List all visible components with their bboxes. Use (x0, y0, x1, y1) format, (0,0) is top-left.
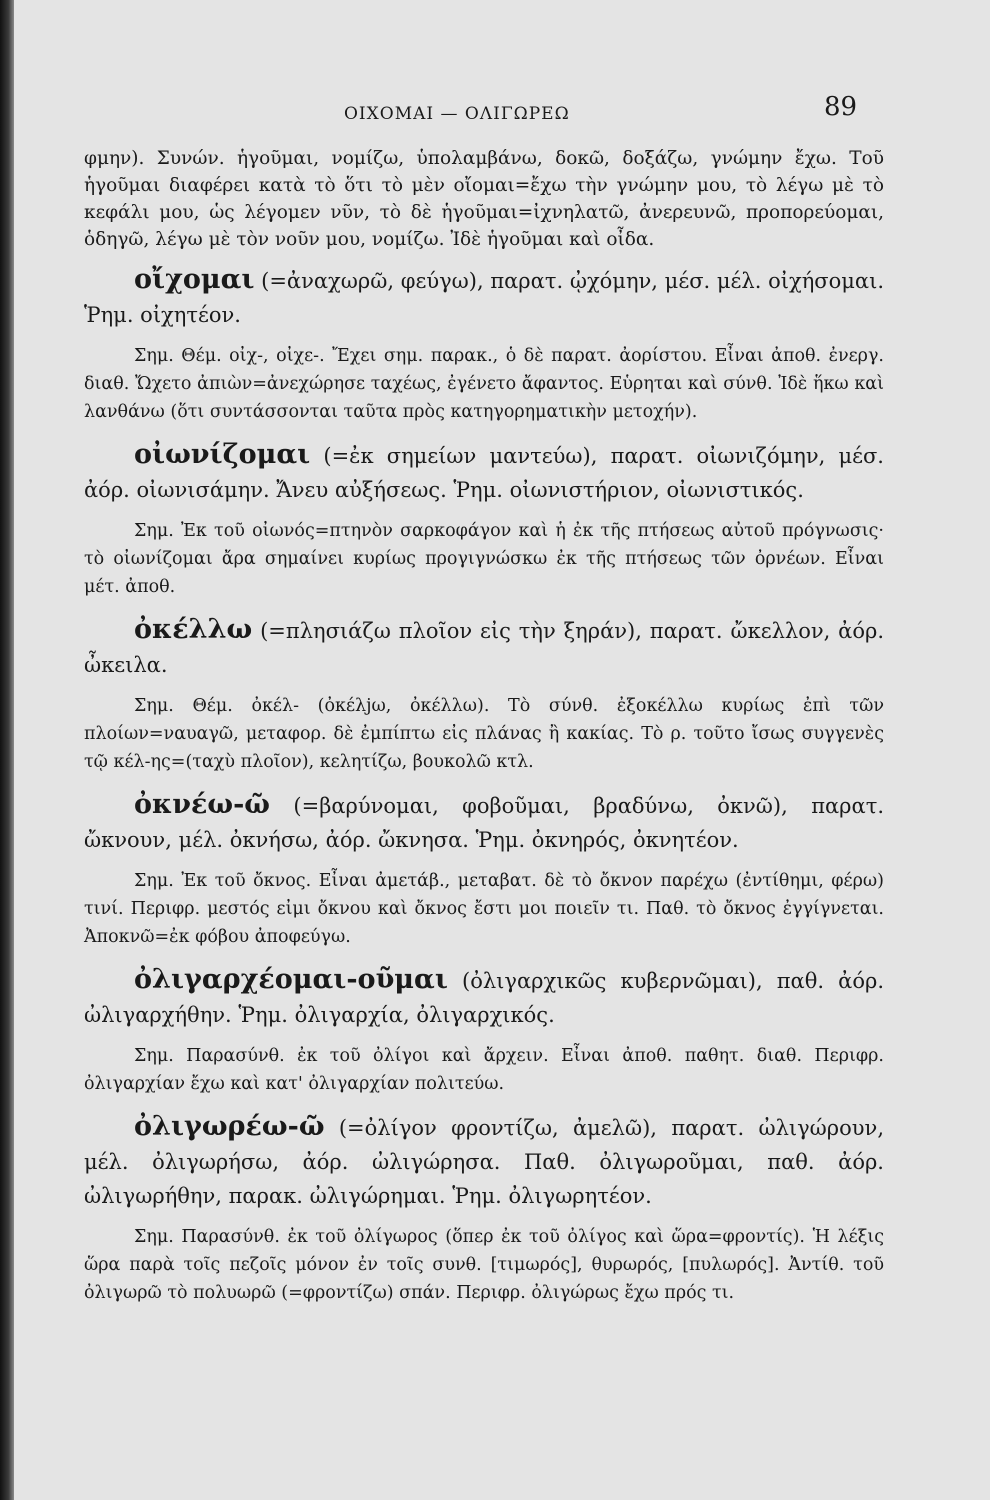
entry-note: Σημ. Ἐκ τοῦ οἰωνός=πτηνὸν σαρκοφάγον καὶ ἡ ἐκ τῆς πτήσεως αὐτοῦ πρόγνωσις· τὸ οἰωνίζομαι ἄρα σημαίνει κυρίως προγιγνώσκω ἐκ τῆς πτήσεως τῶν ὀρνέων. Εἶναι μέτ. ἀποθ. (84, 521, 884, 597)
entry-note: Σημ. Ἐκ τοῦ ὄκνος. Εἶναι ἀμετάβ., μεταβατ. δὲ τὸ ὄκνον παρέχω (ἐντίθημι, φέρω) τινί. Περιφρ. μεστός εἰμι ὄκνου καὶ ὄκνος ἔστι μοι ποιεῖν τι. Παθ. τὸ ὄκνος ἐγγίγνεται. Ἀποκνῶ=ἐκ φόβου ἀποφεύγω. (84, 871, 884, 947)
entry-definition: (=ἀναχωρῶ, φεύγω), παρατ. ᾠχόμην, μέσ. μέλ. οἰχήσομαι. Ῥημ. οἰχητέον. (84, 269, 884, 327)
headword: ὀλιγωρέω-ῶ (134, 1111, 325, 1142)
entry-definition: (=βαρύνομαι, φοβοῦμαι, βραδύνω, ὀκνῶ), παρατ. ὤκνουν, μέλ. ὀκνήσω, ἀόρ. ὤκνησα. Ῥημ. ὀκνηρός, ὀκνητέον. (84, 794, 884, 852)
entry-okneo (84, 788, 884, 857)
intro-paragraph: φμην). Συνών. ἡγοῦμαι, νομίζω, ὑπολαμβάνω, δοκῶ, δοξάζω, γνώμην ἔχω. Τοῦ ἡγοῦμαι διαφέρει κατὰ τὸ ὅτι τὸ μὲν οἴομαι=ἔχω τὴν γνώμην μου, τὸ λέγω μὲ τὸ κεφάλι μου, ὡς λέγομεν νῦν, τὸ δὲ ἡγοῦμαι=ἰχνηλατῶ, ἀνερευνῶ, προπορεύομαι, ὁδηγῶ, λέγω μὲ τὸν νοῦν μου, νομίζω. Ἰδὲ ἡγοῦμαι καὶ οἶδα. (84, 148, 884, 250)
headword: ὀκνέω-ῶ (134, 789, 271, 820)
headword: ὀλιγαρχέομαι-οῦμαι (134, 964, 448, 995)
entry-oligarcheomai (84, 963, 884, 1032)
entry-definition: (ὀλιγαρχικῶς κυβερνῶμαι), παθ. ἀόρ. ὠλιγαρχήθην. Ῥημ. ὀλιγαρχία, ὀλιγαρχικός. (84, 969, 884, 1027)
book-gutter-edge (0, 0, 14, 1500)
entry-note: Σημ. Παρασύνθ. ἐκ τοῦ ὀλίγωρος (ὅπερ ἐκ τοῦ ὀλίγος καὶ ὥρα=φροντίς). Ἡ λέξις ὥρα παρὰ τοῖς πεζοῖς μόνον ἐν τοῖς συνθ. [τιμωρός], θυρωρός, [πυλωρός]. Ἀντίθ. τοῦ ὀλιγωρῶ τὸ πολυωρῶ (=φροντίζω) σπάν. Περιφρ. ὀλιγώρως ἔχω πρός τι. (84, 1227, 884, 1303)
page-body (84, 145, 884, 1319)
entry-note: Σημ. Παρασύνθ. ἐκ τοῦ ὀλίγοι καὶ ἄρχειν. Εἶναι ἀποθ. παθητ. διαθ. Περιφρ. ὀλιγαρχίαν ἔχω καὶ κατ' ὀλιγαρχίαν πολιτεύω. (84, 1046, 884, 1094)
entry-okello (84, 613, 884, 682)
dictionary-page (14, 0, 990, 1500)
entry-definition: (=πλησιάζω πλοῖον εἰς τὴν ξηράν), παρατ. ὤκελλον, ἀόρ. ὦκειλα. (84, 619, 884, 677)
entry-note: Σημ. Θέμ. οἰχ-, οἰχε-. Ἔχει σημ. παρακ., ὁ δὲ παρατ. ἀορίστου. Εἶναι ἀποθ. ἐνεργ. διαθ. Ὤχετο ἀπιὼν=ἀνεχώρησε ταχέως, ἐγένετο ἄφαντος. Εὑρηται καὶ σύνθ. Ἰδὲ ἥκω καὶ λανθάνω (ὅτι συντάσσονται ταῦτα πρὸς κατηγορηματικὴν μετοχήν). (84, 346, 884, 422)
entry-oichomai (84, 263, 884, 332)
entry-oligoreo (84, 1110, 884, 1213)
headword: ὀκέλλω (134, 614, 253, 645)
running-head: ΟΙΧΟΜΑΙ — ΟΛΙΓΩΡΕΩ (344, 104, 570, 124)
headword: οἴχομαι (134, 264, 255, 295)
entry-oionizomai (84, 438, 884, 507)
entry-definition: (=ἐκ σημείων μαντεύω), παρατ. οἰωνιζόμην, μέσ. ἀόρ. οἰωνισάμην. Ἄνευ αὐξήσεως. Ῥημ. οἰωνιστήριον, οἰωνιστικός. (84, 444, 884, 502)
headword: οἰωνίζομαι (134, 439, 311, 470)
entry-note: Σημ. Θέμ. ὀκέλ- (ὀκέλjω, ὀκέλλω). Τὸ σύνθ. ἐξοκέλλω κυρίως ἐπὶ τῶν πλοίων=ναυαγῶ, μεταφορ. δὲ ἐμπίπτω εἰς πλάνας ἢ κακίας. Τὸ ρ. τοῦτο ἴσως συγγενὲς τῷ κέλ-ης=(ταχὺ πλοῖον), κελητίζω, βουκολῶ κτλ. (84, 696, 884, 772)
page-number: 89 (824, 92, 858, 122)
page-header (14, 92, 990, 132)
entry-definition: (=ὀλίγον φροντίζω, ἀμελῶ), παρατ. ὠλιγώρουν, μέλ. ὀλιγωρήσω, ἀόρ. ὠλιγώρησα. Παθ. ὀλιγωροῦμαι, παθ. ἀόρ. ὠλιγωρήθην, παρακ. ὠλιγώρημαι. Ῥημ. ὀλιγωρητέον. (84, 1116, 884, 1208)
